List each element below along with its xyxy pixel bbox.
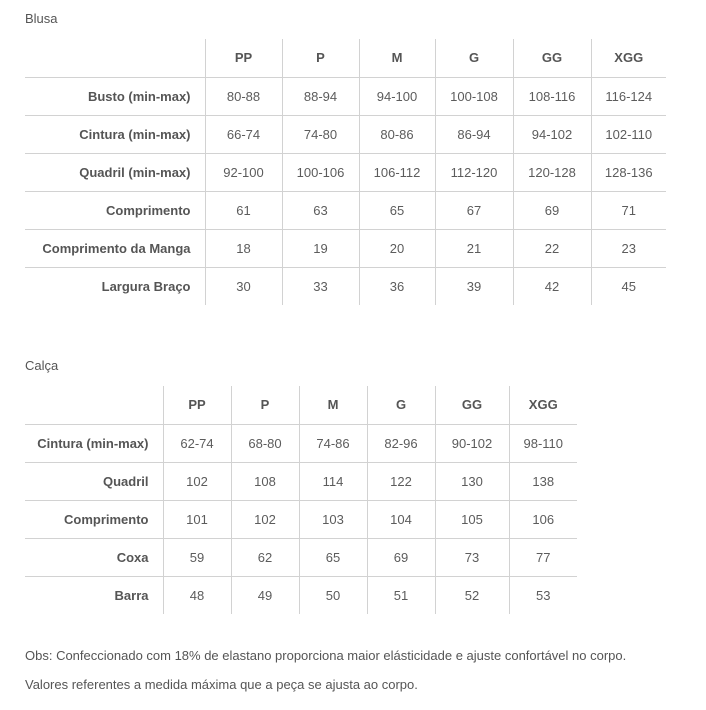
table-row [25, 500, 577, 538]
table-row [25, 424, 577, 462]
max-measure-note: Valores referentes a medida máxima que a peça se ajusta ao corpo. [25, 677, 418, 692]
table-cell: 73 [435, 538, 509, 576]
table-cell: 80-88 [205, 77, 282, 115]
blusa-header-corner [25, 39, 205, 77]
table-row [25, 191, 666, 229]
blusa-size-header: M [359, 39, 435, 77]
elastane-note: Obs: Confeccionado com 18% de elastano proporciona maior elásticidade e ajuste confortável no corpo. [25, 648, 627, 663]
table-cell: 20 [359, 229, 435, 267]
table-row [25, 538, 577, 576]
table-cell: 114 [299, 462, 367, 500]
table-cell: 106 [509, 500, 577, 538]
table-cell: 94-102 [513, 115, 591, 153]
table-cell: 22 [513, 229, 591, 267]
table-cell: 128-136 [591, 153, 666, 191]
table-cell: 74-86 [299, 424, 367, 462]
table-cell: 69 [513, 191, 591, 229]
table-cell: 62 [231, 538, 299, 576]
table-cell: 30 [205, 267, 282, 305]
table-cell: 42 [513, 267, 591, 305]
table-cell: 80-86 [359, 115, 435, 153]
table-cell: 94-100 [359, 77, 435, 115]
table-cell: 92-100 [205, 153, 282, 191]
table-cell: 101 [163, 500, 231, 538]
blusa-size-header: PP [205, 39, 282, 77]
table-cell: 102 [163, 462, 231, 500]
table-cell: 61 [205, 191, 282, 229]
row-label: Comprimento da Manga [25, 229, 205, 267]
table-cell: 21 [435, 229, 513, 267]
table-cell: 82-96 [367, 424, 435, 462]
table-cell: 65 [299, 538, 367, 576]
row-label: Comprimento [25, 500, 163, 538]
table-cell: 65 [359, 191, 435, 229]
table-cell: 106-112 [359, 153, 435, 191]
table-cell: 36 [359, 267, 435, 305]
row-label: Coxa [25, 538, 163, 576]
table-cell: 74-80 [282, 115, 359, 153]
table-cell: 102-110 [591, 115, 666, 153]
table-cell: 100-106 [282, 153, 359, 191]
table-cell: 45 [591, 267, 666, 305]
table-cell: 53 [509, 576, 577, 614]
blusa-size-header: XGG [591, 39, 666, 77]
table-cell: 130 [435, 462, 509, 500]
table-row [25, 229, 666, 267]
blusa-size-header: P [282, 39, 359, 77]
table-cell: 108-116 [513, 77, 591, 115]
calca-header-row [25, 386, 577, 424]
calca-size-header: GG [435, 386, 509, 424]
table-cell: 67 [435, 191, 513, 229]
row-label: Busto (min-max) [25, 77, 205, 115]
table-cell: 104 [367, 500, 435, 538]
row-label: Quadril [25, 462, 163, 500]
table-cell: 59 [163, 538, 231, 576]
calca-size-table [25, 386, 577, 614]
table-row [25, 576, 577, 614]
table-cell: 98-110 [509, 424, 577, 462]
table-row [25, 267, 666, 305]
table-cell: 100-108 [435, 77, 513, 115]
row-label: Cintura (min-max) [25, 424, 163, 462]
table-cell: 102 [231, 500, 299, 538]
table-cell: 116-124 [591, 77, 666, 115]
row-label: Cintura (min-max) [25, 115, 205, 153]
table-cell: 50 [299, 576, 367, 614]
blusa-size-header: G [435, 39, 513, 77]
table-cell: 88-94 [282, 77, 359, 115]
calca-title: Calça [25, 358, 59, 373]
table-row [25, 77, 666, 115]
table-cell: 122 [367, 462, 435, 500]
calca-size-header: M [299, 386, 367, 424]
table-row [25, 115, 666, 153]
table-cell: 108 [231, 462, 299, 500]
table-cell: 138 [509, 462, 577, 500]
table-cell: 49 [231, 576, 299, 614]
calca-header-corner [25, 386, 163, 424]
table-cell: 33 [282, 267, 359, 305]
table-cell: 52 [435, 576, 509, 614]
table-cell: 90-102 [435, 424, 509, 462]
table-cell: 69 [367, 538, 435, 576]
calca-size-header: XGG [509, 386, 577, 424]
table-cell: 120-128 [513, 153, 591, 191]
table-cell: 19 [282, 229, 359, 267]
table-row [25, 153, 666, 191]
table-cell: 63 [282, 191, 359, 229]
blusa-size-table [25, 39, 666, 305]
table-cell: 62-74 [163, 424, 231, 462]
blusa-header-row [25, 39, 666, 77]
table-cell: 105 [435, 500, 509, 538]
table-cell: 86-94 [435, 115, 513, 153]
table-cell: 48 [163, 576, 231, 614]
table-cell: 71 [591, 191, 666, 229]
calca-size-header: G [367, 386, 435, 424]
table-cell: 103 [299, 500, 367, 538]
table-cell: 39 [435, 267, 513, 305]
table-row [25, 462, 577, 500]
calca-size-header: P [231, 386, 299, 424]
row-label: Quadril (min-max) [25, 153, 205, 191]
calca-size-header: PP [163, 386, 231, 424]
table-cell: 51 [367, 576, 435, 614]
table-cell: 18 [205, 229, 282, 267]
row-label: Comprimento [25, 191, 205, 229]
blusa-title: Blusa [25, 11, 58, 26]
row-label: Largura Braço [101, 278, 191, 294]
table-cell: 68-80 [231, 424, 299, 462]
table-cell: 112-120 [435, 153, 513, 191]
row-label: Barra [114, 587, 149, 603]
table-cell: 23 [591, 229, 666, 267]
table-cell: 77 [509, 538, 577, 576]
table-cell: 66-74 [205, 115, 282, 153]
blusa-size-header: GG [513, 39, 591, 77]
